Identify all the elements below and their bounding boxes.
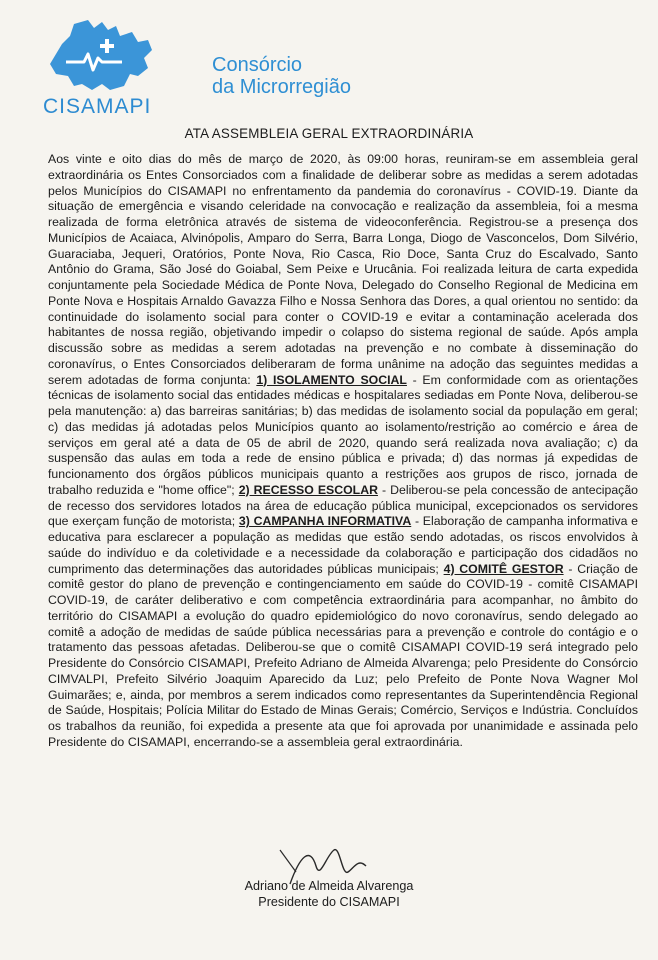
- paragraph-campanha: - Elaboração de campanha informativa e educativa para esclarecer a população as medidas que estão sendo adotadas, os riscos envolvidos à saúde do indivíduo e da coletividade e a necessidade da colaboração e participação dos cidadãos no cumprimento das determinações das autoridades públicas municipais;: [48, 514, 639, 576]
- heading-isolamento-social: 1) ISOLAMENTO SOCIAL: [256, 372, 407, 387]
- minutes-body: [48, 152, 638, 751]
- paragraph-isolamento: - Em conformidade com as orientações técnicas de isolamento social das entidades médicas e hospitalares sediadas em Ponte Nova, deliberou-se pela manutenção: a) das barreiras sanitárias; b) das medidas de isolamento social da população em geral; c) das medidas já adotadas pelos Municípios quanto ao isolamento/restrição ao comércio e área de serviços em geral até a data de 05 de abril de 2020, quando será realizada nova avaliação; c) da suspensão das aulas em toda a rede de ensino pública e privada; d) das normas já expedidas de funcionamento dos órgãos públicos municipais quanto a restrições aos grupos de risco, jornada de trabalho reduzida e "home office";: [48, 372, 639, 497]
- org-name: CISAMAPI: [43, 95, 152, 118]
- signatory-role: Presidente do CISAMAPI: [258, 895, 400, 909]
- signatory-name: Adriano de Almeida Alvarenga: [244, 879, 414, 893]
- tagline: [212, 54, 351, 102]
- paragraph-recesso: - Deliberou-se pela concessão de antecipação de recesso dos servidores lotados na área de educação pública municipal, excepcionados os servidores que exerçam função de motorista;: [48, 482, 639, 529]
- tagline-line-2: da Microrregião: [212, 76, 351, 98]
- tagline-line-1: Consórcio: [212, 54, 303, 76]
- letterhead: [0, 0, 658, 125]
- minas-map-ecg-icon: [44, 14, 164, 96]
- heading-recesso-escolar: 2) RECESSO ESCOLAR: [238, 482, 378, 497]
- heading-comite-gestor: 4) COMITÊ GESTOR: [443, 561, 564, 576]
- document-title: ATA ASSEMBLEIA GERAL EXTRAORDINÁRIA: [184, 126, 474, 141]
- heading-campanha-informativa: 3) CAMPANHA INFORMATIVA: [238, 514, 412, 529]
- paragraph-comite: - Criação de comitê gestor do plano de prevenção e contingenciamento em saúde do COVID-19 - comitê CISAMAPI COVID-19, de caráter deliberativo e com competência extraordinária para acompanhar, no âmbito do território do CISAMAPI a evolução do quadro epidemiológico do novo coronavírus, sendo delegado ao comitê a adoção de medidas de saúde pública necessárias para a prevenção e controle do contágio e o tratamento das pessoas afetadas. Deliberou-se que o comitê CISAMAPI COVID-19 será integrado pelo Presidente do Consórcio CISAMAPI, Prefeito Adriano de Almeida Alvarenga; pelo Presidente do Consórcio CIMVALPI, Prefeito Silvério Joaquim Aparecido da Luz; pelo Prefeito de Ponte Nova Wagner Mol Guimarães; e, ainda, por membros a serem indicados como representantes da Superintendência Regional de Saúde, Hospitais; Polícia Militar do Estado de Minas Gerais; Comércio, Serviços e Indústria. Concluídos os trabalhos da reunião, foi expedida a presente ata que foi aprovada por unanimidade e assinada pelo Presidente do CISAMAPI, encerrando-se a assembleia geral extraordinária.: [48, 561, 639, 749]
- paragraph-intro: Aos vinte e oito dias do mês de março de 2020, às 09:00 horas, reuniram-se em assembleia geral extraordinária os Entes Consorciados com a finalidade de deliberar sobre as medidas a serem adotadas pelos Municípios do CISAMAPI no enfrentamento da pandemia do coronavírus - COVID-19. Diante da situação de emergência e visando celeridade na convocação e realização da assembleia, foi a mesma realizada de forma eletrônica através de sistema de videoconferência. Registrou-se a presença dos Municípios de Acaiaca, Alvinópolis, Amparo do Serra, Barra Longa, Diogo de Vasconcelos, Dom Silvério, Guaraciaba, Jequeri, Oratórios, Ponte Nova, Rio Casca, Rio Doce, Santa Cruz do Escalvado, Santo Antônio do Grama, São José do Goiabal, Sem Peixe e Urucânia. Foi realizada leitura de carta expedida conjuntamente pela Sociedade Médica de Ponte Nova, Delegado do Conselho Regional de Medicina em Ponte Nova e Hospitais Arnaldo Gavazza Filho e Nossa Senhora das Dores, a qual orientou no sentido: da continuidade do isolamento social para conter o COVID-19 e evitar a contaminação acelerada dos habitantes de nossa região, objetivando impedir o colapso do sistema regional de saúde. Após ampla discussão sobre as medidas a serem adotadas na prevenção e no combate à disseminação do coronavírus, o Entes Consorciados deliberaram de forma unânime na adoção das seguintes medidas a serem adotadas de forma conjunta:: [48, 152, 638, 387]
